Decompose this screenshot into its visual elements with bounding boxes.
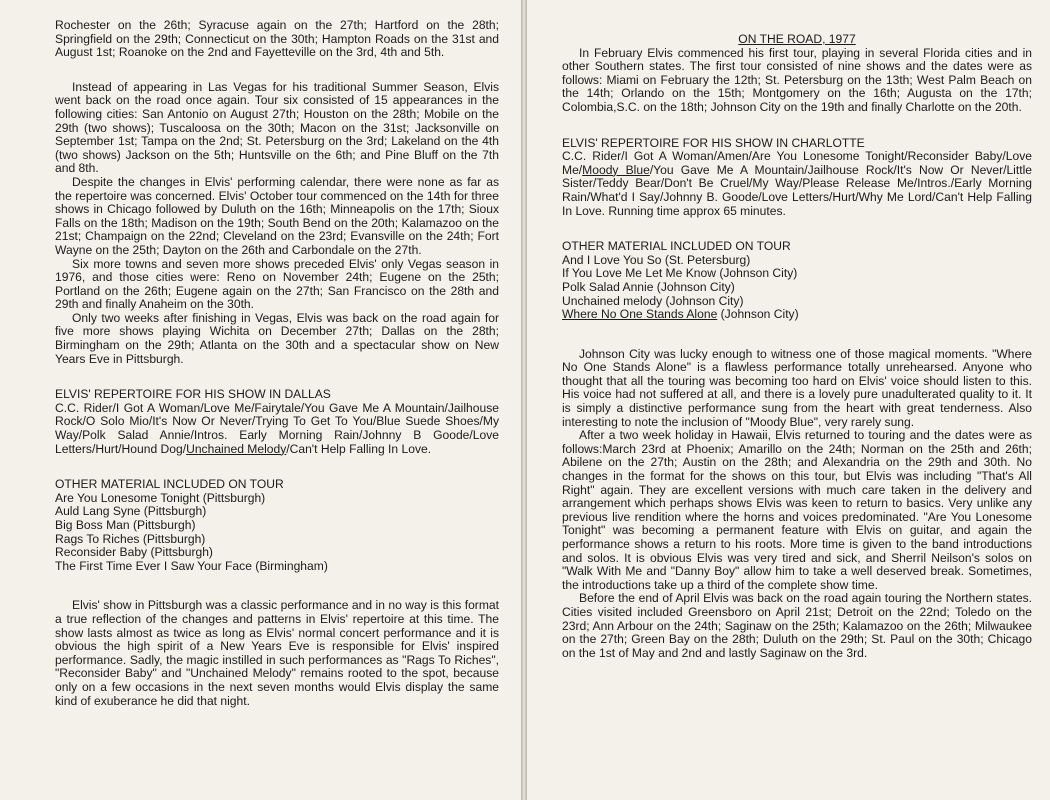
repertoire-text — [562, 150, 1032, 218]
list-item — [562, 308, 1032, 322]
list-item-rest: (Johnson City) — [717, 307, 799, 322]
list-item: Are You Lonesome Tonight (Pittsburgh) — [55, 490, 266, 505]
repertoire-part: C.C. Rider/I Got A Woman/Love Me/Fairytale/You Gave Me A Mountain/Jailhouse Rock/O Solo Mio/It's Now Or Never/Trying To Get To You/Blue Suede Shoes/My Way/Polk Salad Annie/Intros. Early Morning Rain/Johnny B Goode/Love Letters/Hurt/Hound Dog/ — [55, 400, 499, 456]
repertoire-underlined: Unchained Melody — [186, 441, 287, 456]
list-item: Reconsider Baby (Pittsburgh) — [55, 545, 213, 560]
paragraph: Only two weeks after finishing in Vegas, Elvis was back on the road again for five more shows playing Wichita on December 27th; Dallas on the 28th; Birmingham on the 29th; Atlanta on the 30th and a spectacular show on New Years Eve in Pittsburgh. — [55, 310, 499, 366]
repertoire-part: /Can't Help Falling In Love. — [286, 441, 432, 456]
section-heading: ELVIS' REPERTOIRE FOR HIS SHOW IN CHARLOTTE — [562, 135, 865, 150]
list-item: And I Love You So (St. Petersburg) — [562, 252, 751, 267]
paragraph: Elvis' show in Pittsburgh was a classic performance and in no way is this format a true reflection of the changes and patterns in Elvis' repertoire at this time. The show lasts almost as twice as long as Elvis' normal concert performance and it is obvious the high spirit of a New Years Eve is responsible for Elvis' inspired performance. Sadly, the magic instilled in such performances as "Rags To Riches", "Reconsider Baby" and "Unchained Melody" remains rooted to the spot, because only on a few occasions in the next seven months would Elvis display the same kind of exuberance he did that night. — [55, 598, 499, 708]
repertoire-part: /You Gave Me A Mountain/Jailhouse Rock/It's Now Or Never/Little Sister/Teddy Bear/Don't Be Cruel/My Way/Please Release Me/Intros./Early Morning Rain/What'd I Say/Johnny B. Goode/Love Letters/Hurt/Why Me Lord/Can't Help Falling In Love. Running time approx 65 minutes. — [562, 162, 1032, 218]
list-item: Big Boss Man (Pittsburgh) — [55, 518, 196, 532]
paragraph: Rochester on the 26th; Syracuse again on the 27th; Hartford on the 28th; Springfield on the 29th; Connecticut on the 30th; Hampton Roads on the 31st and August 1st; Roanoke on the 2nd and Fayetteville on the 3rd, 4th and 5th. — [55, 18, 499, 60]
section-heading: OTHER MATERIAL INCLUDED ON TOUR — [562, 239, 791, 254]
paragraph: Despite the changes in Elvis' performing calendar, there were none as far as the repertoire was concerned. Elvis' October tour commenced on the 14th for three shows in Chicago followed by Duluth on the 16th; Minneapolis on the 17th; Sioux Falls on the 18th; Madison on the 19th; South Bend on the 20th; Kalamazoo on the 21st; Champaign on the 22nd; Cleveland on the 23rd; Evansville on the 24th; Fort Wayne on the 25th; Dayton on the 26th and Carbondale on the 27th. — [55, 174, 499, 257]
left-page — [0, 0, 521, 800]
page-title: ON THE ROAD, 1977 — [738, 32, 856, 46]
section-heading: OTHER MATERIAL INCLUDED ON TOUR — [55, 477, 284, 492]
paragraph: Instead of appearing in Las Vegas for his traditional Summer Season, Elvis went back on the road once again. Tour six consisted of 15 appearances in the following cities: San Antonio on August 27th; Houston on the 28th; Mobile on the 29th (two shows); Tuscaloosa on the 30th; Macon on the 31st; Jacksonville on September 1st; Tampa on the 2nd; St. Petersburg on the 3rd; Lakeland on the 4th (two shows) Jackson on the 5th; Huntsville on the 6th; and Pine Bluff on the 7th and 8th. — [55, 79, 499, 176]
repertoire-underlined: Moody Blue — [582, 162, 650, 177]
right-page — [527, 0, 1050, 800]
section-heading: ELVIS' REPERTOIRE FOR HIS SHOW IN DALLAS — [55, 387, 331, 402]
other-material-list — [55, 492, 499, 574]
list-item: If You Love Me Let Me Know (Johnson City) — [562, 266, 798, 281]
paragraph: Before the end of April Elvis was back on the road again touring the Northern states. Cities visited included Greensboro on April 21st; Detroit on the 22nd; Toledo on the 23rd; Ann Arbour on the 24th; Saginaw on the 25th; Kalamazoo on the 26th; Milwaukee on the 27th; Green Bay on the 28th; Duluth on the 29th; St. Paul on the 30th; Chicago on the 1st of May and 2nd and lastly Saginaw on the 3rd. — [562, 591, 1032, 660]
list-item: Polk Salad Annie (Johnson City) — [562, 279, 735, 294]
list-item: Unchained melody (Johnson City) — [562, 293, 744, 308]
repertoire-part: C.C. Rider/I Got A Woman/Amen/Are You Lonesome Tonight/Reconsider Baby/Love Me/ — [562, 149, 1032, 177]
paragraph: Six more towns and seven more shows preceded Elvis' only Vegas season in 1976, and those cities were: Reno on November 24th; Eugene on the 25th; Portland on the 26th; Eugene again on the 27th; San Francisco on the 28th and 29th and finally Anaheim on the 30th. — [55, 256, 499, 312]
paragraph: In February Elvis commenced his first tour, playing in several Florida cities and in other Southern states. The first tour consisted of nine shows and the dates were as follows: Miami on February the 12th; St. Petersburg on the 13th; West Palm Beach on the 14th; Orlando on the 15th; Montgomery on the 16th; Augusta on the 17th; Colombia,S.C. on the 18th; Johnson City on the 19th and finally Charlotte on the 20th. — [562, 45, 1032, 114]
list-item: Auld Lang Syne (Pittsburgh) — [55, 504, 207, 519]
paragraph: After a two week holiday in Hawaii, Elvis returned to touring and the dates were as follows:March 23rd at Phoenix; Amarillo on the 24th; Norman on the 25th and 26th; Abilene on the 27th; Austin on the 28th; and Alexandria on the 29th and 30th. No changes in the format for the shows on this tour, but Elvis was including "That's All Right" again. They are excellent versions with much care taken in the delivery and arrangement which perhaps shows Elvis was keen to return to basics. Very unlike any previous live rendition where the horns and voices predominated. "Are You Lonesome Tonight" was becoming a permanent feature with Elvis on guitar, and again the performance shows a return to his roots. More time is given to the band introductions and solos. It is obvious Elvis was very tired and sick, and Sherril Neilson's solos on "Walk With Me and "Danny Boy" allow him to take a well deserved break. Sometimes, the introductions take up a third of the complete show time. — [562, 428, 1032, 592]
list-item: The First Time Ever I Saw Your Face (Birmingham) — [55, 558, 328, 573]
paragraph: Johnson City was lucky enough to witness one of those magical moments. "Where No One Stands Alone" is a flawless performance totally unrehearsed. Anyone who thought that all the touring was becoming too hard on Elvis' voice should listen to this. His voice had not suffered at all, and there is a lovely pure unadulterated quality to it. It is simply a distinctive performance sung from the heart with great tenderness. Also interesting to note the inclusion of "Moody Blue", very rarely sung. — [562, 346, 1032, 429]
list-item-underlined: Where No One Stands Alone — [562, 307, 718, 322]
other-material-list — [562, 254, 1032, 322]
repertoire-text — [55, 402, 499, 456]
list-item: Rags To Riches (Pittsburgh) — [55, 531, 206, 546]
